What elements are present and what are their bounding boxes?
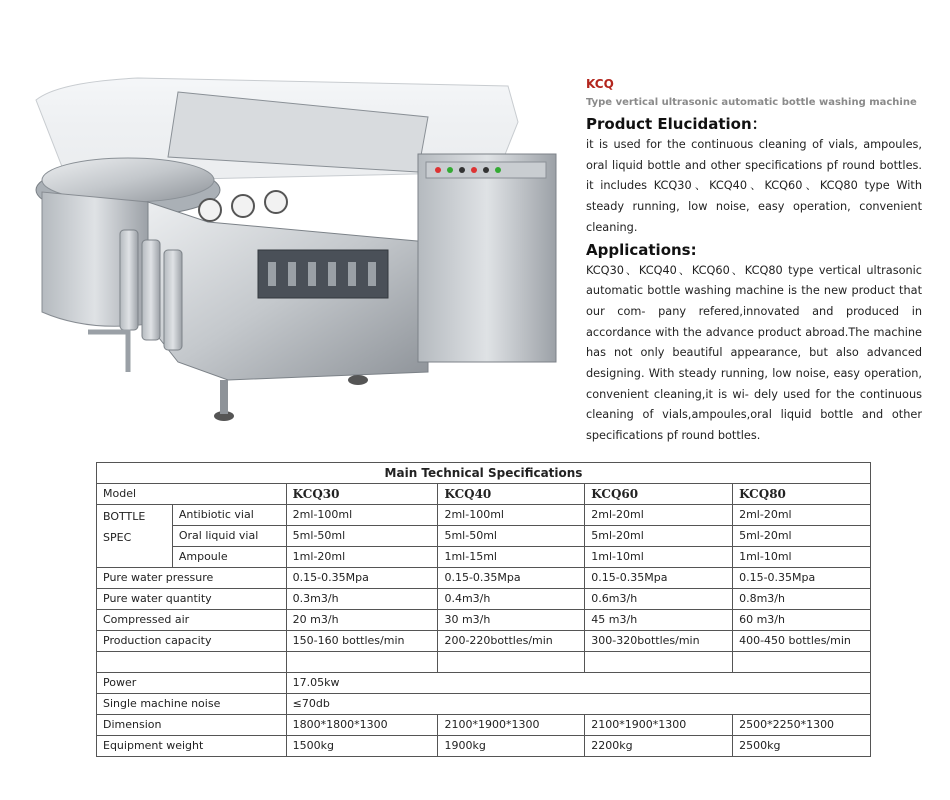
table-row [97,589,871,610]
empty-cell [733,652,871,673]
table-cell: 200-220bottles/min [438,631,585,652]
table-cell: 20 m3/h [286,610,438,631]
table-row [97,568,871,589]
table-cell: 1ml-15ml [438,547,585,568]
table-cell: 5ml-20ml [585,526,733,547]
table-row [97,736,871,757]
table-cell: 150-160 bottles/min [286,631,438,652]
table-cell: 2500*2250*1300 [733,715,871,736]
table-cell: 1ml-10ml [585,547,733,568]
table-cell: 2500kg [733,736,871,757]
table-cell: 2100*1900*1300 [438,715,585,736]
applications-heading: Applications: [586,240,697,259]
elucidation-text: it is used for the continuous cleaning of vials, ampoules, oral liquid bottle and other specifications pf round bottles. it includes KCQ30、KCQ40、KCQ60、KCQ80 type With steady running, low noise, easy operation, convenient cleaning. [586,138,922,234]
table-cell: 5ml-50ml [286,526,438,547]
table-cell: 0.15-0.35Mpa [733,568,871,589]
table-cell: 1800*1800*1300 [286,715,438,736]
table-cell: 0.15-0.35Mpa [585,568,733,589]
row-label: Oral liquid vial [172,526,286,547]
table-row [97,715,871,736]
bottle-spec-line: BOTTLE [103,510,146,523]
table-cell: 1900kg [438,736,585,757]
applications-text: KCQ30、KCQ40、KCQ60、KCQ80 type vertical ultrasonic automatic bottle washing machine is the new product that our com- pany refered,innovated and produced in accordance with the advance product abroad.The machine has not only beautiful appearance, but also advanced designing. With steady running, low noise, easy operation, convenient cleaning,it is wi- dely used for the continuous cleaning of vials,ampoules,oral liquid bottle and other specifications pf round bottles. [586,263,922,443]
empty-cell [438,652,585,673]
table-cell: 0.15-0.35Mpa [286,568,438,589]
row-label: Ampoule [172,547,286,568]
table-cell: 400-450 bottles/min [733,631,871,652]
table-cell: 0.8m3/h [733,589,871,610]
table-cell: 5ml-50ml [438,526,585,547]
table-row [97,694,871,715]
model-header: KCQ30 [286,484,438,505]
empty-cell [585,652,733,673]
table-row [97,526,871,547]
row-label: Antibiotic vial [172,505,286,526]
spec-table [96,462,871,757]
row-label: Dimension [97,715,287,736]
table-cell: 2ml-100ml [286,505,438,526]
row-label: Model [97,484,287,505]
row-label: Pure water quantity [97,589,287,610]
empty-cell [97,652,287,673]
row-label: Equipment weight [97,736,287,757]
product-description [586,76,922,447]
row-label: Compressed air [97,610,287,631]
model-header: KCQ80 [733,484,871,505]
model-header: KCQ60 [585,484,733,505]
table-cell: ≤70db [286,694,870,715]
table-cell: 1ml-10ml [733,547,871,568]
table-caption-row [97,463,871,484]
table-cell: 0.6m3/h [585,589,733,610]
table-cell: 2100*1900*1300 [585,715,733,736]
table-row [97,631,871,652]
table-cell: 30 m3/h [438,610,585,631]
table-cell: 2ml-20ml [585,505,733,526]
table-cell: 0.3m3/h [286,589,438,610]
table-cell: 60 m3/h [733,610,871,631]
elucidation-heading: Product Elucidation： [586,115,767,133]
table-cell: 1ml-20ml [286,547,438,568]
row-label: Power [97,673,287,694]
row-label: Pure water pressure [97,568,287,589]
product-code: KCQ [586,77,614,91]
table-cell: 45 m3/h [585,610,733,631]
bottle-spec-line: SPEC [103,531,132,544]
table-row [97,547,871,568]
table-row [97,484,871,505]
table-row-empty [97,652,871,673]
empty-cell [286,652,438,673]
table-caption: Main Technical Specifications [97,463,871,484]
row-label: Single machine noise [97,694,287,715]
table-cell: 17.05kw [286,673,870,694]
model-header: KCQ40 [438,484,585,505]
table-cell: 2200kg [585,736,733,757]
table-row [97,505,871,526]
table-cell: 2ml-100ml [438,505,585,526]
table-cell: 5ml-20ml [733,526,871,547]
row-label: Production capacity [97,631,287,652]
product-subtitle: Type vertical ultrasonic automatic bottle washing machine [586,97,917,108]
machine-photo [28,62,568,432]
table-cell: 2ml-20ml [733,505,871,526]
table-cell: 300-320bottles/min [585,631,733,652]
table-row [97,610,871,631]
table-cell: 0.15-0.35Mpa [438,568,585,589]
bottle-spec-label [97,505,173,568]
table-cell: 1500kg [286,736,438,757]
table-cell: 0.4m3/h [438,589,585,610]
table-row [97,673,871,694]
